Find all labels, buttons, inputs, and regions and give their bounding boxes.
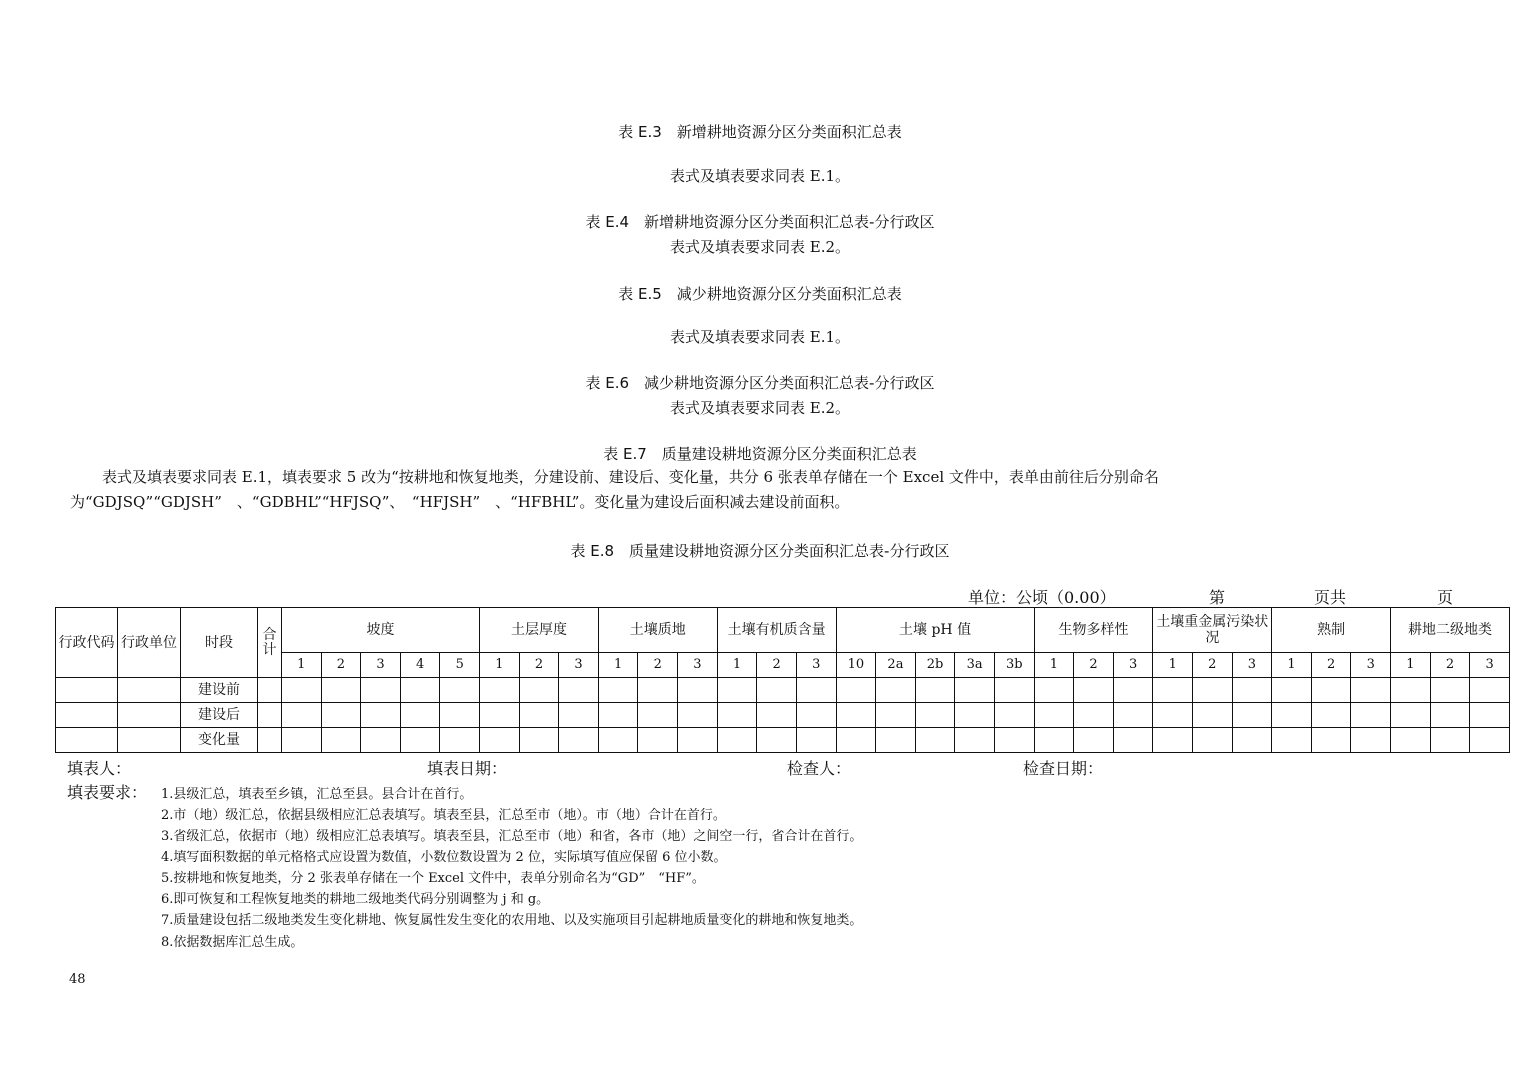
data-cell (1272, 678, 1312, 703)
sub-header: 4 (400, 653, 440, 678)
data-cell (1232, 728, 1272, 753)
header-group-farmland-class: 耕地二级地类 (1391, 608, 1510, 653)
sub-header: 3b (994, 653, 1034, 678)
data-cell (1391, 728, 1431, 753)
data-cell (519, 703, 559, 728)
cell-admin-unit (118, 728, 181, 753)
check-date-label: 检查日期： (1023, 759, 1104, 778)
data-cell (440, 703, 480, 728)
data-cell (796, 703, 836, 728)
data-cell (1232, 678, 1272, 703)
table-e6-title: 表 E.6 减少耕地资源分区分类面积汇总表-分行政区 (585, 374, 935, 392)
header-admin-code: 行政代码 (56, 608, 118, 678)
sub-header: 2b (915, 653, 955, 678)
requirement-item: 2.市（地）级汇总，依据县级相应汇总表填写。填表至县，汇总至市（地）。市（地）合计在首行。 (161, 808, 726, 823)
data-cell (440, 678, 480, 703)
data-cell (1430, 703, 1470, 728)
data-cell (1351, 703, 1391, 728)
data-cell (638, 678, 678, 703)
data-cell (559, 678, 599, 703)
sub-header: 1 (282, 653, 322, 678)
data-cell (955, 678, 995, 703)
data-cell (1272, 728, 1312, 753)
requirement-item: 1.县级汇总，填表至乡镇，汇总至县。县合计在首行。 (161, 787, 473, 802)
data-cell (1113, 703, 1153, 728)
requirement-item: 8.依据数据库汇总生成。 (161, 935, 304, 950)
data-cell (321, 703, 361, 728)
cell-period: 建设前 (181, 678, 258, 703)
data-cell (1153, 728, 1193, 753)
sub-header: 1 (598, 653, 638, 678)
data-cell (1193, 728, 1233, 753)
data-cell (1034, 678, 1074, 703)
requirement-item: 3.省级汇总，依据市（地）级相应汇总表填写。填表至县，汇总至市（地）和省，各市（地）之间空一行，省合计在首行。 (161, 829, 863, 844)
sub-header: 3 (361, 653, 401, 678)
data-cell (876, 703, 916, 728)
header-group-soil-depth: 土层厚度 (480, 608, 599, 653)
data-cell (717, 703, 757, 728)
data-cell (480, 728, 520, 753)
data-cell (1272, 703, 1312, 728)
data-cell (1430, 678, 1470, 703)
unit-label: 单位：公顷（0.00） (968, 588, 1116, 607)
header-group-slope: 坡度 (282, 608, 480, 653)
sub-header: 3 (678, 653, 718, 678)
requirement-item: 4.填写面积数据的单元格格式应设置为数值，小数位数设置为 2 位，实际填写值应保留 6 位小数。 (161, 850, 727, 865)
cell-admin-code (56, 678, 118, 703)
header-group-heavy-metal: 土壤重金属污染状况 (1153, 608, 1272, 653)
data-cell (638, 728, 678, 753)
data-cell (1113, 678, 1153, 703)
data-cell (717, 678, 757, 703)
data-cell (1193, 678, 1233, 703)
page-label-ye-gong: 页共 (1314, 588, 1347, 607)
data-cell (1470, 678, 1510, 703)
data-cell (836, 678, 876, 703)
data-cell (1391, 678, 1431, 703)
table-e4-note: 表式及填表要求同表 E.2。 (669, 238, 851, 256)
checker-label: 检查人： (787, 759, 852, 778)
cell-total (258, 728, 282, 753)
data-cell (1311, 703, 1351, 728)
header-group-biodiversity: 生物多样性 (1034, 608, 1153, 653)
data-cell (994, 703, 1034, 728)
data-cell (1113, 728, 1153, 753)
data-cell (1430, 728, 1470, 753)
sub-header: 3 (1470, 653, 1510, 678)
data-cell (480, 703, 520, 728)
sub-header: 10 (836, 653, 876, 678)
data-cell (480, 678, 520, 703)
data-cell (678, 703, 718, 728)
table-e7-paragraph: 表式及填表要求同表 E.1，填表要求 5 改为“按耕地和恢复地类，分建设前、建设后、变化量，共分 6 张表单存储在一个 Excel 文件中，表单由前往后分别命名为“GDJSQ”“GDJSH” 、“GDBHL”“HFJSQ”、 “HFJSH” 、“HFBHL”。变化量为建设后面积减去建设前面积。 (70, 468, 1159, 511)
data-cell (400, 678, 440, 703)
data-cell (282, 728, 322, 753)
sub-header: 3 (1232, 653, 1272, 678)
sub-header: 2 (638, 653, 678, 678)
summary-table (55, 607, 1510, 753)
sub-header: 3 (796, 653, 836, 678)
requirements-label: 填表要求： (67, 783, 148, 802)
data-cell (678, 678, 718, 703)
table-e3-note: 表式及填表要求同表 E.1。 (669, 167, 851, 185)
data-cell (1153, 678, 1193, 703)
sub-header: 1 (480, 653, 520, 678)
header-period: 时段 (181, 608, 258, 678)
data-cell (1193, 703, 1233, 728)
header-group-ph: 土壤 pH 值 (836, 608, 1034, 653)
sub-header: 2 (1311, 653, 1351, 678)
header-row-groups (56, 608, 1510, 653)
sub-header: 3 (1351, 653, 1391, 678)
sub-header: 2 (1193, 653, 1233, 678)
data-cell (1351, 678, 1391, 703)
data-cell (876, 678, 916, 703)
data-cell (955, 728, 995, 753)
fill-date-label: 填表日期： (427, 759, 508, 778)
data-cell (915, 728, 955, 753)
table-row-change (56, 728, 1510, 753)
requirement-item: 7.质量建设包括二级地类发生变化耕地、恢复属性发生变化的农用地、以及实施项目引起耕地质量变化的耕地和恢复地类。 (161, 913, 863, 928)
data-cell (519, 728, 559, 753)
cell-admin-code (56, 703, 118, 728)
table-e5-title: 表 E.5 减少耕地资源分区分类面积汇总表 (618, 285, 902, 303)
data-cell (796, 728, 836, 753)
sub-header: 2 (1074, 653, 1114, 678)
cell-total (258, 703, 282, 728)
cell-total (258, 678, 282, 703)
data-cell (915, 678, 955, 703)
data-cell (717, 728, 757, 753)
table-e4-title: 表 E.4 新增耕地资源分区分类面积汇总表-分行政区 (585, 213, 935, 231)
data-cell (519, 678, 559, 703)
data-cell (955, 703, 995, 728)
sub-header: 3a (955, 653, 995, 678)
cell-period: 建设后 (181, 703, 258, 728)
header-admin-unit: 行政单位 (118, 608, 181, 678)
data-cell (400, 703, 440, 728)
data-cell (282, 678, 322, 703)
data-cell (321, 728, 361, 753)
data-cell (598, 703, 638, 728)
data-cell (836, 728, 876, 753)
data-cell (876, 728, 916, 753)
data-cell (400, 728, 440, 753)
data-cell (994, 728, 1034, 753)
data-cell (440, 728, 480, 753)
data-cell (757, 703, 797, 728)
sub-header: 2a (876, 653, 916, 678)
page-label-di: 第 (1209, 588, 1226, 607)
sub-header: 2 (757, 653, 797, 678)
data-cell (638, 703, 678, 728)
data-cell (361, 703, 401, 728)
data-cell (915, 703, 955, 728)
header-group-cropping: 熟制 (1272, 608, 1391, 653)
data-cell (994, 678, 1034, 703)
data-cell (678, 728, 718, 753)
data-cell (1470, 728, 1510, 753)
table-e5-note: 表式及填表要求同表 E.1。 (669, 328, 851, 346)
table-row-before (56, 678, 1510, 703)
data-cell (1074, 703, 1114, 728)
data-cell (559, 728, 599, 753)
cell-admin-code (56, 728, 118, 753)
header-group-soil-texture: 土壤质地 (598, 608, 717, 653)
requirement-item: 6.即可恢复和工程恢复地类的耕地二级地类代码分别调整为 j 和 g。 (161, 892, 550, 907)
data-cell (757, 678, 797, 703)
data-cell (361, 728, 401, 753)
data-cell (598, 678, 638, 703)
header-group-organic-matter: 土壤有机质含量 (717, 608, 836, 653)
page-number: 48 (69, 972, 86, 987)
data-cell (1470, 703, 1510, 728)
sub-header: 5 (440, 653, 480, 678)
data-cell (1351, 728, 1391, 753)
data-cell (757, 728, 797, 753)
data-cell (1074, 728, 1114, 753)
sub-header: 1 (717, 653, 757, 678)
data-cell (836, 703, 876, 728)
sub-header: 2 (1430, 653, 1470, 678)
data-cell (1034, 703, 1074, 728)
table-e8-title: 表 E.8 质量建设耕地资源分区分类面积汇总表-分行政区 (570, 542, 950, 560)
data-cell (361, 678, 401, 703)
data-cell (1074, 678, 1114, 703)
data-cell (1153, 703, 1193, 728)
sub-header: 1 (1391, 653, 1431, 678)
sub-header: 1 (1153, 653, 1193, 678)
page-label-ye: 页 (1437, 588, 1454, 607)
cell-period: 变化量 (181, 728, 258, 753)
data-cell (282, 703, 322, 728)
cell-admin-unit (118, 703, 181, 728)
data-cell (598, 728, 638, 753)
data-cell (1232, 703, 1272, 728)
table-e3-title: 表 E.3 新增耕地资源分区分类面积汇总表 (618, 123, 902, 141)
data-cell (1311, 728, 1351, 753)
sub-header: 2 (519, 653, 559, 678)
data-cell (1311, 678, 1351, 703)
data-cell (1034, 728, 1074, 753)
filler-label: 填表人： (67, 759, 132, 778)
sub-header: 3 (559, 653, 599, 678)
data-cell (559, 703, 599, 728)
cell-admin-unit (118, 678, 181, 703)
table-row-after (56, 703, 1510, 728)
sub-header: 3 (1113, 653, 1153, 678)
data-cell (796, 678, 836, 703)
requirement-item: 5.按耕地和恢复地类，分 2 张表单存储在一个 Excel 文件中，表单分别命名为“GD” “HF”。 (161, 871, 705, 886)
sub-header: 2 (321, 653, 361, 678)
data-cell (1391, 703, 1431, 728)
sub-header: 1 (1272, 653, 1312, 678)
data-cell (321, 678, 361, 703)
table-e6-note: 表式及填表要求同表 E.2。 (669, 399, 851, 417)
table-e7-title: 表 E.7 质量建设耕地资源分区分类面积汇总表 (603, 445, 917, 463)
header-total: 合计 (258, 608, 282, 678)
sub-header: 1 (1034, 653, 1074, 678)
